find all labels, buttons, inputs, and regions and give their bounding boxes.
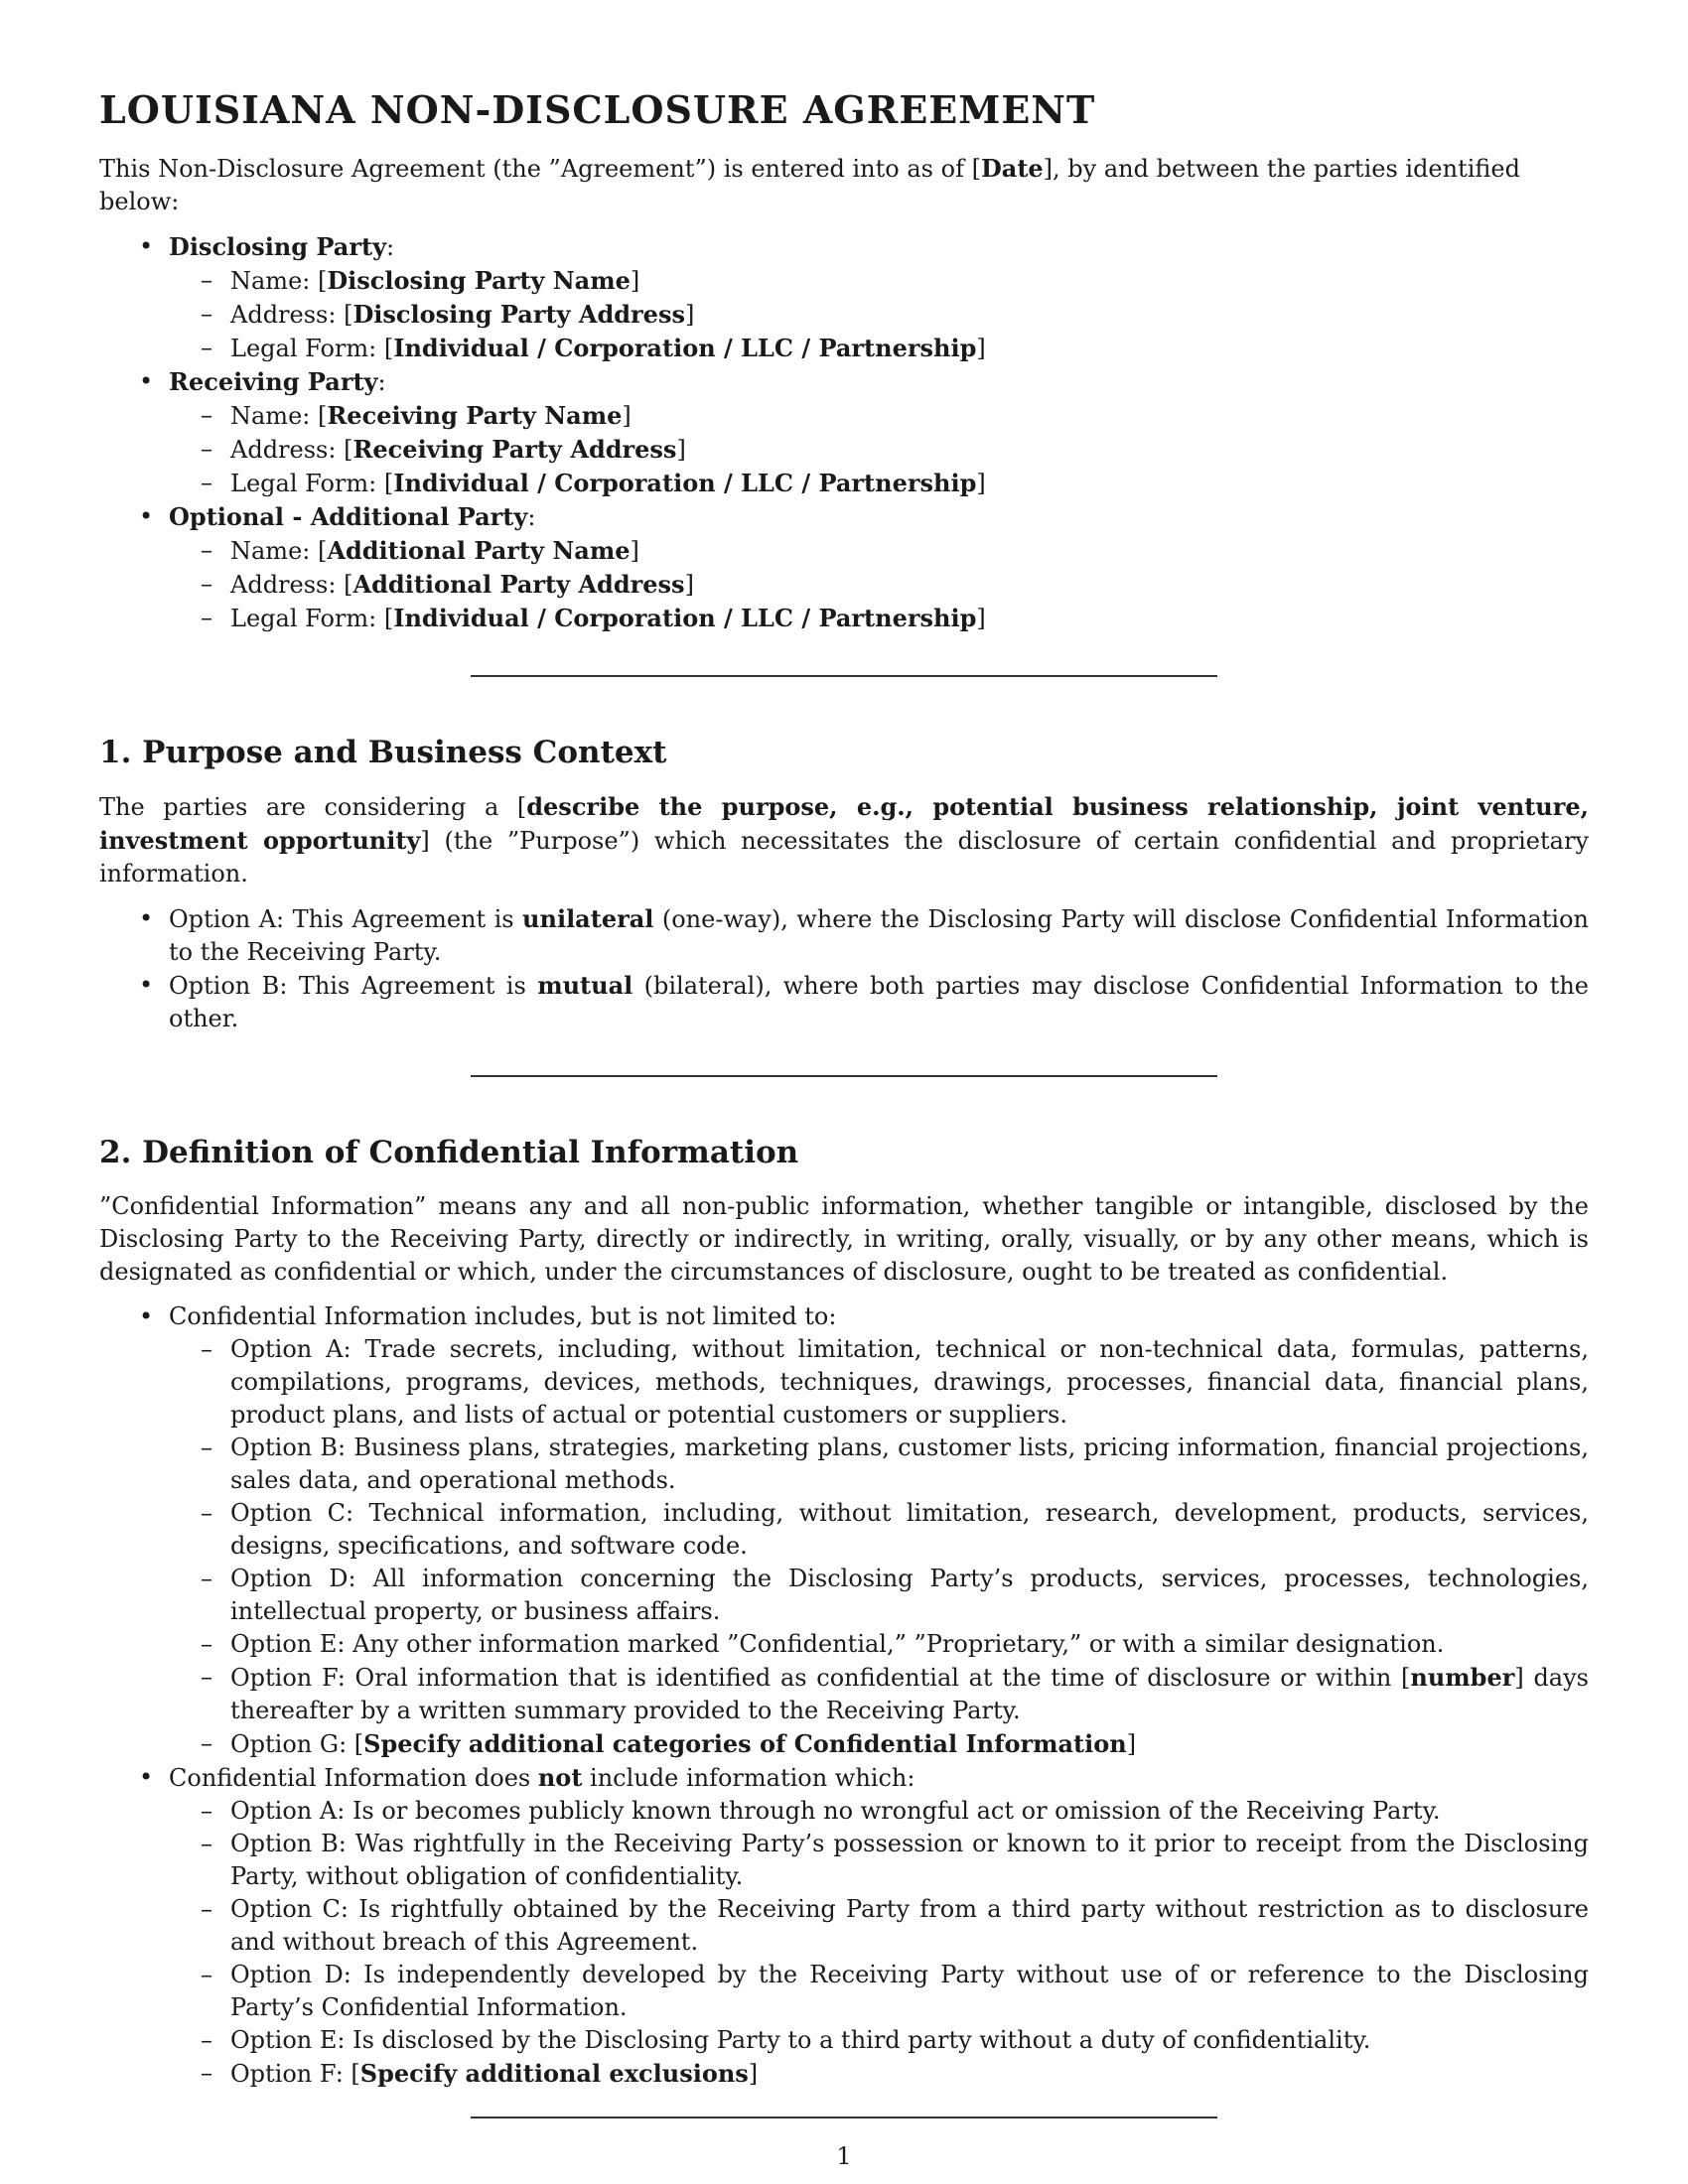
- section-divider: [471, 1075, 1217, 1077]
- party-field: – Address: [Additional Party Address]: [230, 568, 1589, 602]
- field-label: Address:: [230, 301, 345, 329]
- party-field: – Name: [Disclosing Party Name]: [230, 264, 1589, 298]
- placeholder-text: number: [1410, 1663, 1515, 1692]
- list-item: [230, 1828, 1589, 1893]
- option-text-end: (one-way), where the Disclosing Party will disclose Confidential Information to the Receiving Party.: [169, 905, 1589, 966]
- option-text: Option C: Technical information, including, without limitation, research, development, products, services, designs, specifications, and software code.: [230, 1499, 1589, 1560]
- field-label: Legal Form:: [230, 605, 384, 632]
- option-emphasis: mutual: [537, 971, 633, 1000]
- field-value: Individual / Corporation / LLC / Partnership: [393, 604, 977, 632]
- option-text-end: ] days thereafter by a written summary provided to the Receiving Party.: [230, 1664, 1589, 1724]
- includes-label: Confidential Information includes, but is not limited to:: [169, 1302, 837, 1330]
- party-item: • Receiving Party: – Name: [Receiving Party Name] – Address: [Receiving Party Address] – Legal Form: [Individual / Corporation / LLC / Partnership]: [169, 365, 1589, 500]
- option-text: Option A: This Agreement is: [169, 905, 523, 933]
- option-text: Option A: Is or becomes publicly known through no wrongful act or omission of the Receiving Party.: [230, 1797, 1441, 1825]
- para-text: The parties are considering a [: [99, 793, 527, 821]
- document-page: [99, 87, 1589, 2176]
- field-label: Name:: [230, 402, 318, 430]
- option-text: Option D: Is independently developed by the Receiving Party without use of or reference to the Disclosing Party’s Confidential Information.: [230, 1961, 1589, 2021]
- list-item: [230, 2024, 1589, 2057]
- option-text: Option F: [: [230, 2060, 360, 2088]
- list-item: [230, 1893, 1589, 1959]
- section-divider: [471, 675, 1217, 677]
- party-heading: Receiving Party: [169, 367, 378, 396]
- intro-text: This Non-Disclosure Agreement (the ”Agreement”) is entered into as of [: [99, 155, 981, 183]
- agreement-type-options: [99, 902, 1589, 1035]
- section-1-heading: 1. Purpose and Business Context: [99, 735, 667, 770]
- excludes-label: Confidential Information does: [169, 1764, 538, 1792]
- list-item: [230, 1432, 1589, 1497]
- section-1-paragraph: [99, 790, 1589, 890]
- list-item: [230, 1959, 1589, 2024]
- field-label: Name:: [230, 537, 318, 565]
- placeholder-text: Specify additional categories of Confidential Information: [363, 1729, 1127, 1758]
- option-text: Option C: Is rightfully obtained by the Receiving Party from a third party without restriction as to disclosure and without breach of this Agreement.: [230, 1895, 1589, 1956]
- list-item: [230, 1563, 1589, 1628]
- field-value: Additional Party Address: [352, 570, 685, 599]
- party-fields: [169, 264, 1589, 365]
- option-text: Option B: Business plans, strategies, marketing plans, customer lists, pricing information, financial projections, sales data, and operational methods.: [230, 1433, 1589, 1494]
- field-value: Disclosing Party Name: [327, 266, 631, 295]
- option-text: Option E: Is disclosed by the Disclosing Party to a third party without a duty of confidentiality.: [230, 2026, 1371, 2054]
- option-text: Option B: This Agreement is: [169, 972, 538, 1000]
- party-heading: Optional - Additional Party: [169, 502, 528, 531]
- document-title: LOUISIANA NON-DISCLOSURE AGREEMENT: [99, 87, 1096, 132]
- option-text: Option B: Was rightfully in the Receiving Party’s possession or known to it prior to receipt from the Disclosing Party, without obligation of confidentiality.: [230, 1830, 1589, 1890]
- para-text-end: ] (the ”Purpose”) which necessitates the disclosure of certain confidential and proprietary information.: [99, 827, 1589, 887]
- party-heading: Disclosing Party: [169, 232, 387, 261]
- field-value: Individual / Corporation / LLC / Partnership: [393, 334, 977, 362]
- excludes-list: [169, 1795, 1589, 2091]
- party-field: – Address: [Disclosing Party Address]: [230, 298, 1589, 332]
- party-field: – Name: [Additional Party Name]: [230, 534, 1589, 568]
- party-field: – Name: [Receiving Party Name]: [230, 399, 1589, 433]
- intro-text-end: ], by and between the parties identified below:: [99, 155, 1520, 215]
- field-label: Legal Form:: [230, 335, 384, 362]
- list-item: [230, 2057, 1589, 2091]
- option-text: Option A: Trade secrets, including, without limitation, technical or non-technical data, formulas, patterns, compilations, programs, devices, methods, techniques, drawings, processes, financial data, financial plans, product plans, and lists of actual or potential customers or suppliers.: [230, 1335, 1589, 1429]
- excludes-emphasis: not: [537, 1763, 583, 1792]
- field-value: Disclosing Party Address: [352, 300, 685, 329]
- section-divider: [471, 2116, 1217, 2118]
- option-text-end: ]: [748, 2060, 759, 2088]
- includes-list: [169, 1333, 1589, 1761]
- option-text: Option G: [: [230, 1730, 364, 1758]
- intro-paragraph: [99, 152, 1589, 218]
- option-emphasis: unilateral: [522, 904, 654, 933]
- list-item: [230, 1497, 1589, 1563]
- placeholder-text: Specify additional exclusions: [359, 2059, 749, 2088]
- field-label: Address:: [230, 436, 345, 464]
- option-text-end: (bilateral), where both parties may disclose Confidential Information to the other.: [169, 972, 1590, 1032]
- field-label: Address:: [230, 571, 345, 599]
- party-fields: [169, 534, 1589, 635]
- option-text: Option D: All information concerning the Disclosing Party’s products, services, processes, technologies, intellectual property, or business affairs.: [230, 1565, 1589, 1625]
- list-item: [230, 1727, 1589, 1761]
- parties-list: [99, 230, 1589, 635]
- list-item: [230, 1628, 1589, 1661]
- party-field: – Legal Form: [Individual / Corporation / LLC / Partnership]: [230, 602, 1589, 635]
- list-item: [169, 969, 1589, 1035]
- field-label: Name:: [230, 267, 318, 295]
- field-value: Additional Party Name: [327, 536, 631, 565]
- list-item: [230, 1661, 1589, 1727]
- section-2-heading: 2. Definition of Confidential Information: [99, 1135, 799, 1170]
- list-item: [230, 1333, 1589, 1432]
- party-fields: [169, 399, 1589, 500]
- option-text: Option E: Any other information marked ”Confidential,” ”Proprietary,” or with a similar designation.: [230, 1630, 1445, 1658]
- purpose-placeholder: describe the purpose, e.g., potential business relationship, joint venture, investment opportunity: [99, 792, 1590, 855]
- field-label: Legal Form:: [230, 470, 384, 497]
- party-field: – Legal Form: [Individual / Corporation / LLC / Partnership]: [230, 332, 1589, 365]
- party-field: – Address: [Receiving Party Address]: [230, 433, 1589, 467]
- list-item: [169, 1300, 1589, 1761]
- party-field: – Legal Form: [Individual / Corporation / LLC / Partnership]: [230, 467, 1589, 500]
- date-placeholder: Date: [980, 154, 1044, 183]
- field-value: Receiving Party Name: [327, 401, 623, 430]
- field-value: Individual / Corporation / LLC / Partnership: [393, 469, 977, 497]
- definition-lists: [99, 1300, 1589, 2091]
- excludes-label-end: include information which:: [582, 1764, 915, 1792]
- section-2-paragraph: ”Confidential Information” means any and all non-public information, whether tangible or intangible, disclosed by the Disclosing Party to the Receiving Party, directly or indirectly, in writing, orally, visually, or by any other means, which is designated as confidential or which, under the circumstances of disclosure, ought to be treated as confidential.: [99, 1192, 1589, 1286]
- party-item: • Optional - Additional Party: – Name: [Additional Party Name] – Address: [Additional Party Address] – Legal Form: [Individual / Corporation / LLC / Partnership]: [169, 500, 1589, 635]
- list-item: [169, 1761, 1589, 2091]
- list-item: [230, 1795, 1589, 1828]
- page-number: 1: [836, 2142, 852, 2170]
- option-text: Option F: Oral information that is identified as confidential at the time of disclosure or within [: [230, 1664, 1411, 1692]
- list-item: [169, 902, 1589, 969]
- option-text-end: ]: [1126, 1730, 1137, 1758]
- party-item: • Disclosing Party: – Name: [Disclosing Party Name] – Address: [Disclosing Party Address] – Legal Form: [Individual / Corporation / LLC / Partnership]: [169, 230, 1589, 365]
- field-value: Receiving Party Address: [352, 435, 677, 464]
